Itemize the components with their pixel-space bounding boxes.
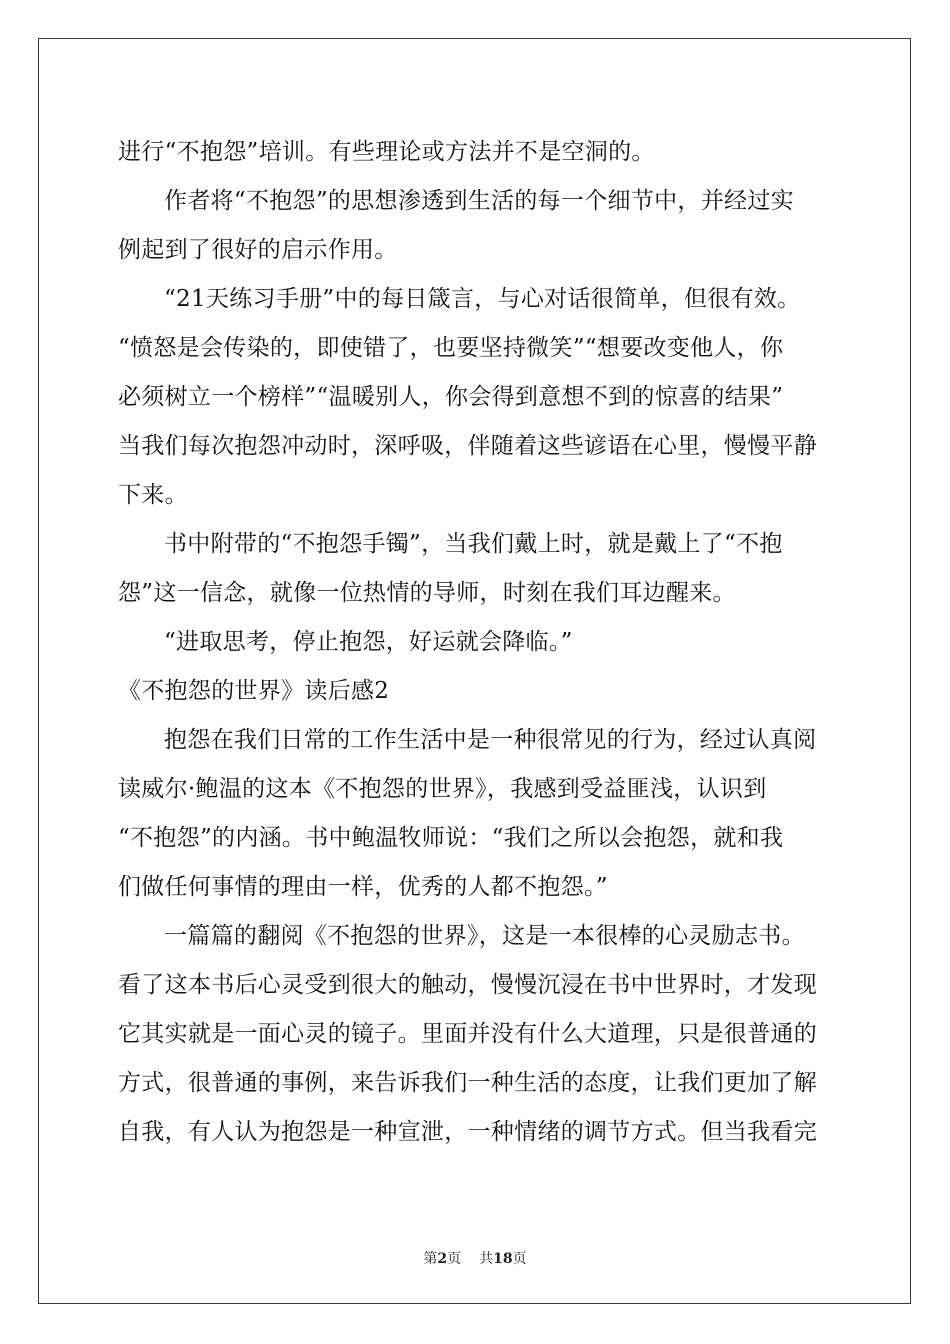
- text-line: 它其实就是一面心灵的镜子。里面并没有什么大道理，只是很普通的: [118, 1021, 817, 1047]
- text-line: 《不抱怨的世界》读后感2: [118, 678, 390, 704]
- text-line: “不抱怨”的内涵。书中鲍温牧师说：“我们之所以会抱怨，就和我: [118, 825, 784, 851]
- text-line: 看了这本书后心灵受到很大的触动，慢慢沉浸在书中世界时，才发现: [118, 972, 817, 998]
- text-line: 一篇篇的翻阅《不抱怨的世界》，这是一本很棒的心灵励志书。: [164, 923, 805, 949]
- footer-page-prefix: 第: [423, 1251, 438, 1267]
- document-body: [118, 128, 838, 1157]
- text-line: “愤怒是会传染的，即使错了，也要坚持微笑”“想要改变他人，你: [118, 335, 784, 361]
- text-line: 作者将“不抱怨”的思想渗透到生活的每一个细节中，并经过实: [164, 188, 794, 214]
- text-line: “进取思考，停止抱怨，好运就会降临。”: [164, 629, 573, 655]
- page-footer: [0, 1248, 950, 1268]
- text-line: 抱怨在我们日常的工作生活中是一种很常见的行为，经过认真阅: [164, 727, 817, 753]
- text-line: 必须树立一个榜样”“温暖别人，你会得到意想不到的惊喜的结果”: [118, 384, 784, 410]
- text-line: 当我们每次抱怨冲动时，深呼吸，伴随着这些谚语在心里，慢慢平静: [118, 433, 817, 459]
- text-line: 方式，很普通的事例，来告诉我们一种生活的态度，让我们更加了解: [118, 1070, 817, 1096]
- text-line: 例起到了很好的启示作用。: [118, 237, 398, 263]
- footer-page-suffix: 页: [447, 1251, 462, 1267]
- footer-total-prefix: 共: [479, 1251, 494, 1267]
- footer-page-number: 2: [437, 1251, 448, 1267]
- text-line: 读威尔·鲍温的这本《不抱怨的世界》，我感到受益匪浅，认识到: [118, 776, 767, 802]
- text-line: 下来。: [118, 482, 188, 508]
- text-line: 书中附带的“不抱怨手镯”，当我们戴上时，就是戴上了“不抱: [164, 531, 783, 557]
- text-line: “21天练习手册”中的每日箴言，与心对话很简单，但很有效。: [164, 286, 801, 312]
- text-line: 自我，有人认为抱怨是一种宣泄，一种情绪的调节方式。但当我看完: [118, 1119, 817, 1145]
- footer-total-pages: 18: [493, 1251, 513, 1267]
- text-line: 怨”这一信念，就像一位热情的导师，时刻在我们耳边醒来。: [118, 580, 736, 606]
- text-line: 进行“不抱怨”培训。有些理论或方法并不是空洞的。: [118, 139, 655, 165]
- text-line: 们做任何事情的理由一样，优秀的人都不抱怨。”: [118, 874, 608, 900]
- footer-total-suffix: 页: [512, 1251, 527, 1267]
